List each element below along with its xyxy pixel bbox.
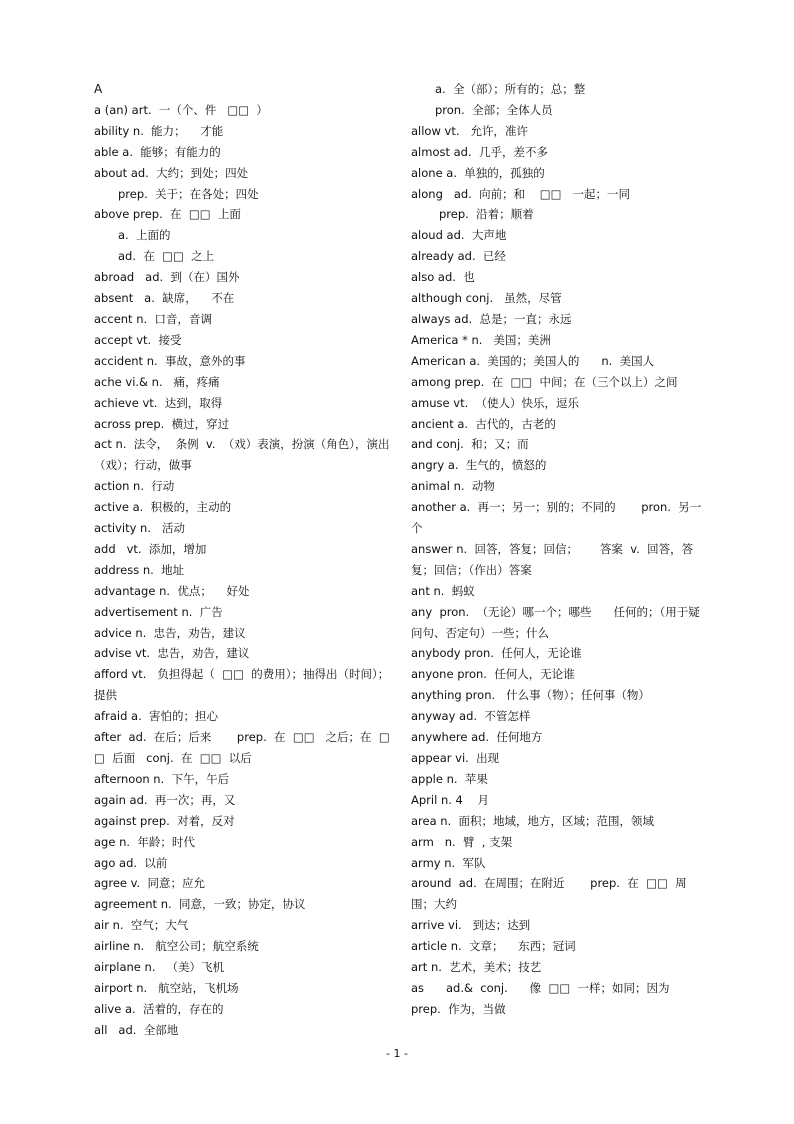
left-column bbox=[94, 79, 394, 1041]
dictionary-entry: against prep. 对着，反对 bbox=[94, 813, 235, 828]
dictionary-entry: add vt. 添加，增加 bbox=[94, 541, 207, 556]
dictionary-entry: a. 上面的 bbox=[118, 228, 171, 243]
dictionary-entry: abroad ad. 到（在）国外 bbox=[94, 270, 240, 285]
dictionary-entry: after ad. 在后；后来 prep. 在 □□ 之后；在 □□ 后面 conj. 在 □□ 以后 bbox=[94, 730, 390, 765]
dictionary-entry: article n. 文章； 东西；冠词 bbox=[411, 939, 576, 954]
dictionary-entry: afraid a. 害怕的；担心 bbox=[94, 709, 219, 724]
dictionary-entry: afternoon n. 下午，午后 bbox=[94, 771, 230, 786]
dictionary-entry: ability n. 能力； 才能 bbox=[94, 123, 224, 138]
dictionary-entry: any pron. （无论）哪一个；哪些 任何的；（用于疑问句、否定句）一些；什么 bbox=[411, 604, 700, 640]
dictionary-entry: always ad. 总是；一直；永远 bbox=[411, 311, 572, 326]
dictionary-entry: prep. 沿着；顺着 bbox=[439, 207, 534, 222]
dictionary-entry: along ad. 向前；和 □□ 一起；一同 bbox=[411, 186, 630, 201]
dictionary-entry: alone a. 单独的，孤独的 bbox=[411, 165, 545, 180]
dictionary-entry: above prep. 在 □□ 上面 bbox=[94, 207, 241, 222]
dictionary-entry: anyway ad. 不管怎样 bbox=[411, 709, 531, 724]
dictionary-entry: as ad.& conj. 像 □□ 一样；如同；因为 bbox=[411, 980, 670, 995]
dictionary-entry: angry a. 生气的，愤怒的 bbox=[411, 458, 547, 473]
dictionary-entry: accept vt. 接受 bbox=[94, 332, 182, 347]
dictionary-entry: American a. 美国的；美国人的 n. 美国人 bbox=[411, 353, 655, 368]
dictionary-entry: action n. 行动 bbox=[94, 479, 175, 494]
dictionary-entry: also ad. 也 bbox=[411, 270, 475, 285]
dictionary-entry: art n. 艺术，美术；技艺 bbox=[411, 960, 542, 975]
dictionary-entry: answer n. 回答，答复；回信； 答案 v. 回答，答复；回信；（作出）答案 bbox=[411, 541, 694, 577]
dictionary-entry: aloud ad. 大声地 bbox=[411, 228, 507, 243]
dictionary-entry: anywhere ad. 任何地方 bbox=[411, 730, 543, 745]
dictionary-entry: amuse vt. （使人）快乐，逗乐 bbox=[411, 395, 580, 410]
dictionary-entry: ache vi.& n. 痛，疼痛 bbox=[94, 374, 220, 389]
dictionary-entry: about ad. 大约；到处；四处 bbox=[94, 165, 249, 180]
dictionary-entry: address n. 地址 bbox=[94, 562, 185, 577]
dictionary-entry: another a. 再一；另一；别的；不同的 pron. 另一个 bbox=[411, 500, 702, 536]
dictionary-entry: America * n. 美国；美洲 bbox=[411, 332, 551, 347]
dictionary-entry: ago ad. 以前 bbox=[94, 855, 168, 870]
dictionary-entry: agree v. 同意；应允 bbox=[94, 876, 206, 891]
dictionary-entry: arm n. 臂 , 支架 bbox=[411, 834, 513, 849]
dictionary-entry: age n. 年龄；时代 bbox=[94, 834, 195, 849]
dictionary-entry: activity n. 活动 bbox=[94, 521, 185, 536]
dictionary-entry: prep. 关于；在各处；四处 bbox=[118, 186, 259, 201]
dictionary-entry: advertisement n. 广告 bbox=[94, 604, 223, 619]
dictionary-entry: advantage n. 优点； 好处 bbox=[94, 583, 250, 598]
dictionary-entry: anybody pron. 任何人，无论谁 bbox=[411, 646, 582, 661]
dictionary-entry: agreement n. 同意，一致；协定，协议 bbox=[94, 897, 306, 912]
right-column bbox=[411, 79, 703, 1020]
section-letter-heading: A bbox=[94, 82, 103, 96]
dictionary-entry: among prep. 在 □□ 中间；在（三个以上）之间 bbox=[411, 374, 678, 389]
dictionary-entry: active a. 积极的，主动的 bbox=[94, 500, 232, 515]
dictionary-entry: accident n. 事故，意外的事 bbox=[94, 353, 246, 368]
dictionary-entry: all ad. 全部地 bbox=[94, 1022, 179, 1037]
dictionary-entry: around ad. 在周围；在附近 prep. 在 □□ 周围；大约 bbox=[411, 876, 687, 912]
dictionary-entry: almost ad. 几乎，差不多 bbox=[411, 144, 548, 159]
dictionary-entry: afford vt. 负担得起（ □□ 的费用）；抽得出（时间）；提供 bbox=[94, 667, 390, 703]
dictionary-entry: across prep. 横过，穿过 bbox=[94, 416, 230, 431]
dictionary-entry: airline n. 航空公司；航空系统 bbox=[94, 939, 259, 954]
dictionary-entry: army n. 军队 bbox=[411, 855, 486, 870]
dictionary-entry: accent n. 口音，音调 bbox=[94, 311, 212, 326]
dictionary-entry: although conj. 虽然，尽管 bbox=[411, 291, 562, 306]
dictionary-entry: advise vt. 忠告，劝告，建议 bbox=[94, 646, 250, 661]
dictionary-entry: area n. 面积；地域，地方，区域；范围，领域 bbox=[411, 813, 655, 828]
dictionary-entry: prep. 作为，当做 bbox=[411, 1001, 506, 1016]
dictionary-entry: ant n. 蚂蚁 bbox=[411, 583, 475, 598]
dictionary-entry: pron. 全部；全体人员 bbox=[435, 102, 553, 117]
dictionary-entry: act n. 法令， 条例 v. （戏）表演，扮演（角色），演出（戏）；行动，做事 bbox=[94, 437, 390, 473]
dictionary-entry: allow vt. 允许，准许 bbox=[411, 123, 528, 138]
dictionary-entry: absent a. 缺席， 不在 bbox=[94, 291, 235, 306]
dictionary-entry: ad. 在 □□ 之上 bbox=[118, 249, 215, 264]
dictionary-entry: advice n. 忠告，劝告，建议 bbox=[94, 625, 246, 640]
dictionary-entry: and conj. 和；又；而 bbox=[411, 437, 529, 452]
dictionary-entry: animal n. 动物 bbox=[411, 479, 495, 494]
dictionary-entry: achieve vt. 达到，取得 bbox=[94, 395, 223, 410]
dictionary-entry: April n. 4 月 bbox=[411, 792, 489, 807]
dictionary-entry: already ad. 已经 bbox=[411, 249, 506, 264]
dictionary-entry: airplane n. （美）飞机 bbox=[94, 960, 224, 975]
dictionary-entry: airport n. 航空站，飞机场 bbox=[94, 980, 239, 995]
dictionary-entry: a. 全（部）；所有的；总；整 bbox=[435, 82, 586, 96]
dictionary-entry: alive a. 活着的，存在的 bbox=[94, 1001, 224, 1016]
dictionary-entry: again ad. 再一次；再，又 bbox=[94, 792, 236, 807]
page-number: - 1 - bbox=[386, 1047, 408, 1060]
dictionary-entry: arrive vi. 到达；达到 bbox=[411, 918, 531, 933]
dictionary-entry: apple n. 苹果 bbox=[411, 771, 488, 786]
dictionary-entry: able a. 能够；有能力的 bbox=[94, 144, 221, 159]
dictionary-entry: anyone pron. 任何人，无论谁 bbox=[411, 667, 575, 682]
dictionary-entry: ancient a. 古代的，古老的 bbox=[411, 416, 556, 431]
dictionary-entry: air n. 空气；大气 bbox=[94, 918, 189, 933]
dictionary-entry: anything pron. 什么事（物）；任何事（物） bbox=[411, 688, 650, 703]
dictionary-entry: appear vi. 出现 bbox=[411, 751, 500, 765]
dictionary-entry: a (an) art. 一（个、件 □□ ） bbox=[94, 102, 268, 117]
